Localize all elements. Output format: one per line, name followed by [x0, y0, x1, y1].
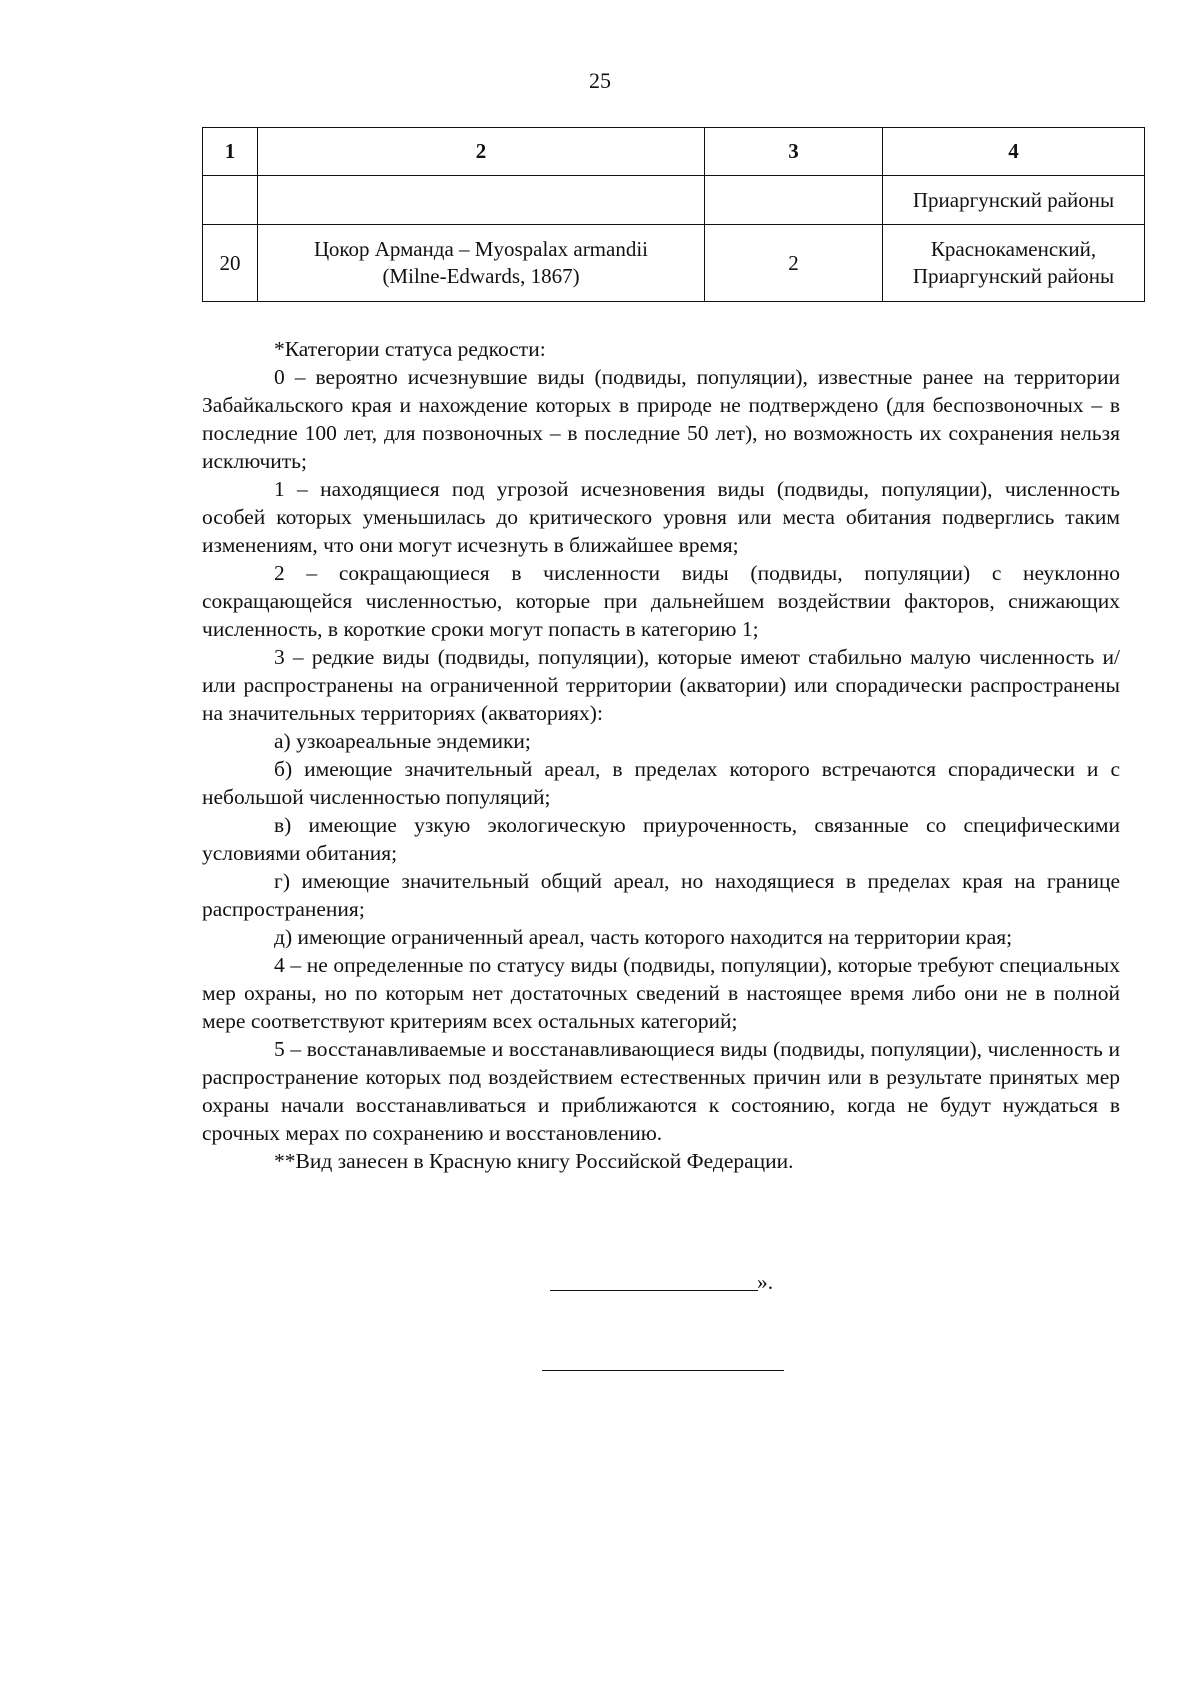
page-number: 25	[589, 68, 611, 93]
cell-districts	[883, 225, 1145, 302]
table-row	[203, 176, 1145, 225]
species-table	[202, 127, 1145, 302]
closing-quote-mark: ».	[757, 1270, 774, 1294]
cell-category	[705, 176, 883, 225]
category-3b-paragraph: б) имеющие значительный ареал, в пределах которого встречаются спорадически и с небольшой численностью популяций;	[202, 757, 1120, 809]
header-col-2: 2	[258, 128, 705, 176]
species-name: Цокор Арманда – Myospalax armandii	[313, 237, 649, 261]
category-3v-paragraph: в) имеющие узкую экологическую приуроченность, связанные со специфическими условиями обитания;	[202, 813, 1120, 865]
cell-number: 20	[203, 225, 258, 302]
cell-species	[258, 176, 705, 225]
closing-block	[0, 1270, 1200, 1362]
cell-districts: Приаргунский районы	[883, 176, 1145, 225]
header-col-4: 4	[883, 128, 1145, 176]
closing-underline	[550, 1290, 758, 1291]
table-row	[203, 225, 1145, 302]
end-separator-line	[542, 1370, 784, 1371]
notes-heading: *Категории статуса редкости:	[274, 337, 546, 361]
category-2-paragraph: 2 – сокращающиеся в численности виды (подвиды, популяции) с неуклонно сокращающейся численностью, которые при дальнейшем воздействии факторов, снижающих численность, в короткие сроки могут попасть в категорию 1;	[202, 561, 1120, 641]
category-0-paragraph: 0 – вероятно исчезнувшие виды (подвиды, популяции), известные ранее на территории Забайкальского края и нахождение которых в природе не подтверждено (для беспозвоночных – в последние 100 лет, для позвоночных – в последние 50 лет), но возможность их сохранения нельзя исключить;	[202, 365, 1120, 473]
district-line-1: Краснокаменский,	[930, 237, 1097, 261]
district-line-2: Приаргунский районы	[912, 264, 1115, 288]
header-col-1: 1	[203, 128, 258, 176]
category-3g-paragraph: г) имеющие значительный общий ареал, но находящиеся в пределах края на границе распространения;	[202, 869, 1120, 921]
category-3d-paragraph: д) имеющие ограниченный ареал, часть которого находится на территории края;	[274, 925, 1013, 949]
cell-category: 2	[705, 225, 883, 302]
category-1-paragraph: 1 – находящиеся под угрозой исчезновения виды (подвиды, популяции), численность особей которых уменьшилась до критического уровня или места обитания подверглись таким изменениям, что они могут исчезнуть в ближайшее время;	[202, 477, 1120, 557]
species-author: (Milne-Edwards, 1867)	[382, 264, 580, 288]
category-3a-paragraph: а) узкоареальные эндемики;	[274, 729, 531, 753]
table-header-row	[203, 128, 1145, 176]
category-3-paragraph: 3 – редкие виды (подвиды, популяции), которые имеют стабильно малую численность и/или распространены на ограниченной территории (акватории) или спорадически распространены на значительных территориях (акваториях):	[202, 645, 1120, 725]
header-col-3: 3	[705, 128, 883, 176]
red-book-footnote: **Вид занесен в Красную книгу Российской Федерации.	[274, 1149, 794, 1173]
cell-number	[203, 176, 258, 225]
category-4-paragraph: 4 – не определенные по статусу виды (подвиды, популяции), которые требуют специальных мер охраны, но по которым нет достаточных сведений в настоящее время либо они не в полной мере соответствуют критериям всех остальных категорий;	[202, 953, 1120, 1033]
category-5-paragraph: 5 – восстанавливаемые и восстанавливающиеся виды (подвиды, популяции), численность и распространение которых под воздействием естественных причин или в результате принятых мер охраны начали восстанавливаться и приближаются к состоянию, когда не будут нуждаться в срочных мерах по сохранению и восстановлению.	[202, 1037, 1120, 1145]
notes-section	[202, 335, 1120, 1175]
cell-species	[258, 225, 705, 302]
